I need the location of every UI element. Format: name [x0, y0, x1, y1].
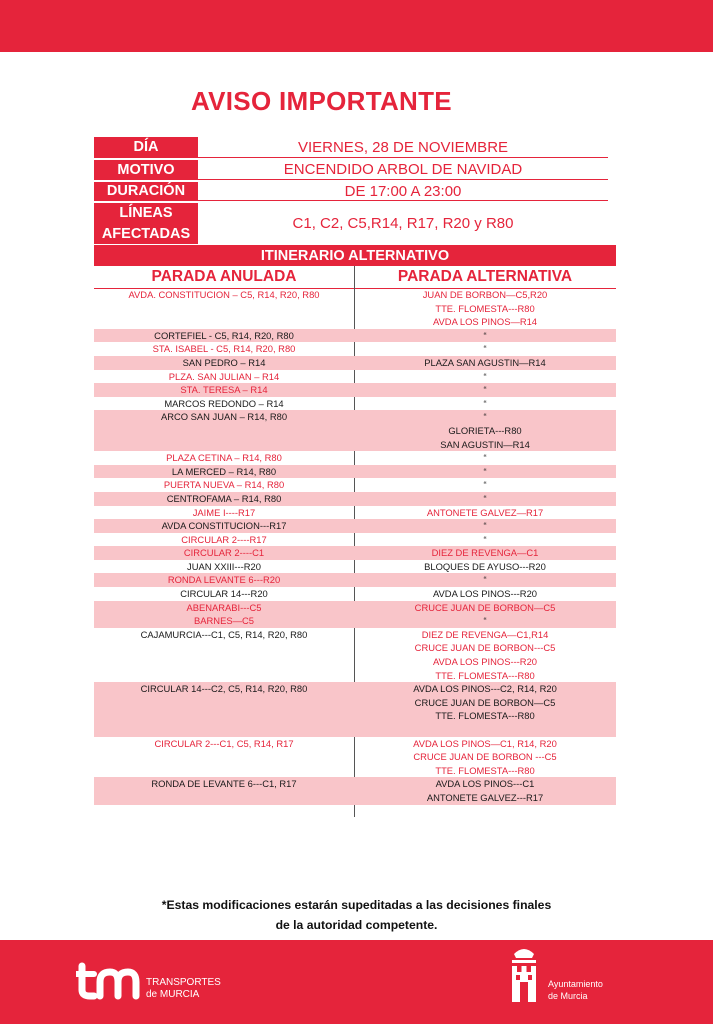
cancelled-stop-line — [94, 669, 354, 683]
transportes-murcia-logo-text — [146, 977, 221, 1001]
alternative-stop-line: GLORIETA---R80 — [448, 424, 522, 436]
alternative-stop-line: “ — [483, 479, 487, 491]
alternative-stop-line: “ — [483, 397, 487, 409]
cancelled-stop-line: PLAZA CETINA – R14, R80 — [166, 452, 282, 464]
alternative-stop-line: DIEZ DE REVENGA—C1 — [431, 547, 539, 559]
table-row — [94, 356, 616, 370]
cancelled-stop-cell — [94, 492, 354, 506]
cancelled-stop-line: CIRCULAR 2----R17 — [181, 533, 267, 545]
alternative-stop-line: CRUCE JUAN DE BORBON—C5 — [414, 696, 556, 708]
itinerary-header: ITINERARIO ALTERNATIVO — [94, 245, 616, 266]
transportes-murcia-logo-icon — [76, 960, 146, 1002]
ayuntamiento-crest-icon — [508, 944, 540, 1006]
alternative-stop-line: “ — [483, 520, 487, 532]
cancelled-stop-line: CIRCULAR 2----C1 — [183, 547, 265, 559]
alternative-stop-line: BLOQUES DE AYUSO---R20 — [424, 560, 546, 572]
table-row — [94, 682, 616, 736]
alternative-stop-cell — [354, 614, 616, 628]
cancelled-stop-cell — [94, 682, 354, 736]
cancelled-stop-cell — [94, 465, 354, 479]
alternative-stop-line: JUAN DE BORBON—C5,R20 — [422, 289, 548, 300]
cancelled-stop-line: ARCO SAN JUAN – R14, R80 — [160, 411, 288, 423]
cancelled-stop-line — [94, 438, 354, 452]
info-label-lines — [94, 203, 198, 244]
info-value-reason: ENCENDIDO ARBOL DE NAVIDAD — [198, 160, 608, 180]
cancelled-stop-cell — [94, 342, 354, 356]
table-row — [94, 601, 616, 615]
top-brand-band — [0, 0, 713, 52]
cancelled-stop-line: STA. ISABEL - C5, R14, R20, R80 — [152, 343, 296, 355]
alternative-stop-cell — [354, 533, 616, 547]
alternative-stop-cell — [354, 410, 616, 451]
alternative-stop-cell — [354, 478, 616, 492]
cancelled-stop-cell — [94, 451, 354, 465]
alternative-stop-line: TTE. FLOMESTA---R80 — [435, 669, 535, 681]
table-row — [94, 777, 616, 804]
cancelled-stop-line: MARCOS REDONDO – R14 — [164, 397, 284, 409]
table-row — [94, 506, 616, 520]
info-label-lines-2: AFECTADAS — [101, 225, 191, 242]
alternative-stop-line: “ — [483, 343, 487, 355]
table-row — [94, 560, 616, 574]
cancelled-stop-line — [94, 750, 354, 764]
cancelled-stop-line: JAIME I----R17 — [192, 506, 256, 518]
cancelled-stop-cell — [94, 506, 354, 520]
info-label-duration: DURACIÓN — [94, 182, 198, 201]
alternative-stop-cell — [354, 342, 616, 356]
cancelled-stop-line: STA. TERESA – R14 — [180, 384, 268, 396]
alternative-stop-line: TTE. FLOMESTA---R80 — [435, 710, 535, 722]
cancelled-stop-cell — [94, 587, 354, 601]
table-row — [94, 546, 616, 560]
alternative-stop-cell — [354, 506, 616, 520]
info-label-day: DÍA — [94, 137, 198, 158]
alternative-stop-cell — [354, 397, 616, 411]
alternative-stop-line: CRUCE JUAN DE BORBON---C5 — [414, 642, 556, 654]
alternative-stop-cell — [354, 587, 616, 601]
logo-left-line1: TRANSPORTES — [146, 977, 221, 988]
cancelled-stop-cell — [94, 737, 354, 778]
alternative-stop-line: SAN AGUSTIN—R14 — [440, 438, 530, 450]
cancelled-stop-line — [94, 302, 354, 316]
alternative-stop-line: AVDA LOS PINOS---R20 — [432, 656, 538, 668]
alternative-stop-cell — [354, 451, 616, 465]
page-title: AVISO IMPORTANTE — [191, 86, 452, 116]
cancelled-stop-line: CIRCULAR 14---R20 — [180, 588, 268, 600]
alternative-stop-cell — [354, 737, 616, 778]
column-headers — [94, 266, 616, 289]
alternative-stop-cell — [354, 560, 616, 574]
table-row — [94, 370, 616, 384]
cancelled-stop-cell — [94, 329, 354, 343]
alternative-stop-cell — [354, 777, 616, 804]
cancelled-stop-line — [94, 655, 354, 669]
table-row — [94, 329, 616, 343]
cancelled-stop-line: CIRCULAR 14---C2, C5, R14, R20, R80 — [140, 683, 308, 695]
table-row — [94, 573, 616, 587]
cancelled-stop-line — [94, 791, 354, 805]
cancelled-stop-line: JUAN XXIII---R20 — [187, 560, 261, 572]
footnote-line-2: de la autoridad competente. — [275, 918, 438, 932]
cancelled-stop-line: CIRCULAR 2---C1, C5, R14, R17 — [154, 737, 294, 749]
cancelled-stop-line: PUERTA NUEVA – R14, R80 — [163, 479, 285, 491]
table-row — [94, 519, 616, 533]
cancelled-stop-line — [94, 723, 354, 737]
cancelled-stop-cell — [94, 356, 354, 370]
alternative-stop-line: AVDA LOS PINOS—C1, R14, R20 — [413, 737, 557, 749]
stops-table — [94, 288, 616, 805]
cancelled-stop-cell — [94, 533, 354, 547]
cancelled-stop-line: ABENARABI---C5 — [186, 601, 262, 613]
cancelled-stop-cell — [94, 777, 354, 804]
cancelled-stop-line: CAJAMURCIA---C1, C5, R14, R20, R80 — [140, 628, 308, 640]
alternative-stop-line: “ — [483, 574, 487, 586]
table-row — [94, 533, 616, 547]
alternative-stop-line: “ — [483, 329, 487, 341]
cancelled-stop-line: SAN PEDRO – R14 — [182, 356, 266, 368]
alternative-stop-line: “ — [483, 465, 487, 477]
cancelled-stop-cell — [94, 478, 354, 492]
table-row — [94, 383, 616, 397]
cancelled-stop-line: RONDA LEVANTE 6---R20 — [167, 574, 281, 586]
alternative-stop-cell — [354, 573, 616, 587]
cancelled-stop-line: CORTEFIEL - C5, R14, R20, R80 — [154, 329, 294, 341]
cancelled-stop-line — [94, 696, 354, 710]
alternative-stop-line: AVDA LOS PINOS---C1 — [435, 778, 535, 790]
cancelled-stop-line — [94, 764, 354, 778]
alternative-stop-line: “ — [483, 370, 487, 382]
info-value-lines: C1, C2, C5,R14, R17, R20 y R80 — [292, 215, 514, 232]
cancelled-stop-cell — [94, 288, 354, 329]
column-header-alternative: PARADA ALTERNATIVA — [397, 268, 573, 285]
cancelled-stop-line: BARNES—C5 — [194, 615, 254, 627]
alternative-stop-line: CRUCE JUAN DE BORBON ---C5 — [413, 751, 557, 763]
alternative-stop-cell — [354, 628, 616, 682]
cancelled-stop-line: RONDA DE LEVANTE 6---C1, R17 — [151, 778, 297, 790]
cancelled-stop-cell — [94, 383, 354, 397]
table-row — [94, 587, 616, 601]
alternative-stop-line: TTE. FLOMESTA---R80 — [435, 302, 535, 314]
info-value-day: VIERNES, 28 DE NOVIEMBRE — [198, 137, 608, 158]
logo-left-line2: de MURCIA — [146, 989, 200, 1000]
cancelled-stop-line — [94, 709, 354, 723]
table-row — [94, 492, 616, 506]
cancelled-stop-cell — [94, 546, 354, 560]
cancelled-stop-cell — [94, 560, 354, 574]
cancelled-stop-cell — [94, 370, 354, 384]
info-row-lines — [94, 203, 608, 244]
ayuntamiento-logo-text — [548, 978, 603, 1002]
alternative-stop-line: AVDA LOS PINOS—R14 — [432, 316, 538, 328]
info-row-day — [94, 137, 608, 158]
cancelled-stop-cell — [94, 614, 354, 628]
info-table — [94, 137, 608, 244]
alternative-stop-cell — [354, 682, 616, 736]
cancelled-stop-line: AVDA. CONSTITUCION – C5, R14, R20, R80 — [128, 289, 320, 300]
cancelled-stop-cell — [94, 601, 354, 615]
alternative-stop-cell — [354, 465, 616, 479]
table-row — [94, 737, 616, 778]
alternative-stop-line: DIEZ DE REVENGA—C1,R14 — [421, 628, 549, 640]
info-label-lines-1: LÍNEAS — [119, 204, 173, 221]
alternative-stop-cell — [354, 519, 616, 533]
alternative-stop-line: “ — [483, 411, 487, 423]
cancelled-stop-cell — [94, 628, 354, 682]
info-row-duration — [94, 182, 608, 201]
alternative-stop-line: CRUCE JUAN DE BORBON—C5 — [414, 601, 556, 613]
table-row — [94, 465, 616, 479]
table-row — [94, 628, 616, 682]
cancelled-stop-cell — [94, 573, 354, 587]
alternative-stop-line: TTE. FLOMESTA---R80 — [435, 764, 535, 776]
footnote-line-1: *Estas modificaciones estarán supeditadas a las decisiones finales — [161, 898, 552, 912]
cancelled-stop-line: LA MERCED – R14, R80 — [171, 465, 277, 477]
alternative-stop-cell — [354, 546, 616, 560]
table-row — [94, 614, 616, 628]
table-row — [94, 451, 616, 465]
cancelled-stop-line: PLZA. SAN JULIAN – R14 — [168, 370, 280, 382]
alternative-stop-cell — [354, 601, 616, 615]
footnote — [90, 895, 623, 935]
alternative-stop-line: “ — [483, 452, 487, 464]
info-label-reason: MOTIVO — [94, 160, 198, 180]
alternative-stop-line: “ — [483, 492, 487, 504]
table-row — [94, 410, 616, 451]
alternative-stop-line: ANTONETE GALVEZ---R17 — [426, 791, 544, 803]
alternative-stop-cell — [354, 492, 616, 506]
cancelled-stop-cell — [94, 519, 354, 533]
cancelled-stop-line: CENTROFAMA – R14, R80 — [166, 492, 282, 504]
alternative-stop-cell — [354, 383, 616, 397]
alternative-stop-line: AVDA LOS PINOS---R20 — [432, 588, 538, 600]
alternative-stop-cell — [354, 288, 616, 329]
alternative-stop-line — [354, 723, 616, 737]
alternative-stop-line: ANTONETE GALVEZ—R17 — [426, 506, 544, 518]
alternative-stop-cell — [354, 356, 616, 370]
cancelled-stop-line — [94, 424, 354, 438]
logo-right-line1: Ayuntamiento — [548, 979, 603, 989]
cancelled-stop-cell — [94, 410, 354, 451]
table-row — [94, 342, 616, 356]
alternative-stop-cell — [354, 370, 616, 384]
alternative-stop-cell — [354, 329, 616, 343]
column-header-cancelled: PARADA ANULADA — [151, 268, 297, 285]
logo-right-line2: de Murcia — [548, 991, 588, 1001]
cancelled-stop-cell — [94, 397, 354, 411]
cancelled-stop-line: AVDA CONSTITUCION---R17 — [161, 520, 287, 532]
info-value-duration: DE 17:00 A 23:00 — [198, 182, 608, 201]
alternative-stop-line: “ — [483, 615, 487, 627]
alternative-stop-line: PLAZA SAN AGUSTIN—R14 — [424, 356, 546, 368]
cancelled-stop-line — [94, 641, 354, 655]
alternative-stop-line: “ — [483, 384, 487, 396]
table-row — [94, 397, 616, 411]
info-row-reason — [94, 160, 608, 180]
alternative-stop-line: “ — [483, 533, 487, 545]
table-row — [94, 288, 616, 329]
table-row — [94, 478, 616, 492]
alternative-stop-line: AVDA LOS PINOS---C2, R14, R20 — [413, 683, 557, 695]
